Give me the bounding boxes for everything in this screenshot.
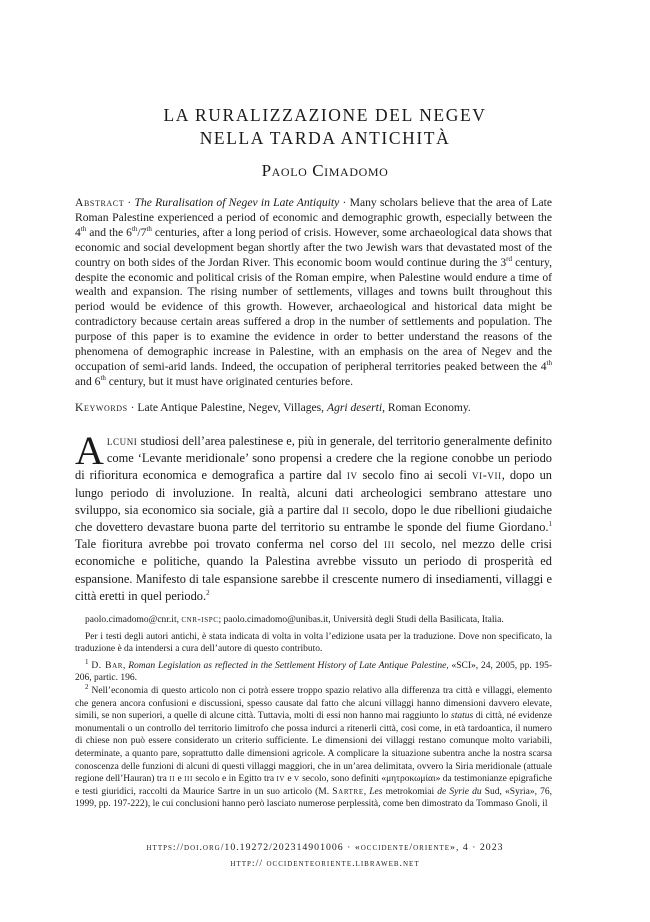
first-word: lcuni (106, 434, 138, 448)
body-text: secolo, dopo le due ribellioni giudaiche che dovettero devastare buona parte del territorio su entrambe le sponde del fiume Giordano. (75, 502, 552, 535)
editions-note: Per i testi degli autori antichi, è stata indicata di volta in volta l’edizione usata per la traduzione. Dove non specificato, la traduzione è da intendersi a cura dell’autore di questo contributo. (75, 631, 552, 655)
body-text: secolo fino ai secoli (357, 468, 472, 483)
footnote-author: Sartre (332, 786, 364, 797)
footnote-text: Sud, «Syria», 76, 1999, pp. 197-222), le cui conclusioni hanno però lasciato numerose perplessità, come ben dimostrato da Tommaso Gnoli, il (75, 786, 552, 810)
abstract-text: century, but it must have originated centuries before. (105, 374, 354, 388)
footnote-title: Roman Legislation as reflected in the Settlement History of Late Antique Palestine (128, 660, 447, 671)
abstract-label: Abstract (75, 196, 125, 209)
footnote-italic: de Syrie du (437, 786, 482, 797)
superscript: th (546, 359, 552, 368)
footnote-author: D. Bar (91, 660, 124, 671)
body-text: secolo, nel mezzo delle crisi economiche e politiche, quando la Palestina avrebbe vissuto un periodo di prosperità ed espansione. Manifesto di tale espansione sarebbe il crescente numero di insediamenti, villaggi e città eretti in quel periodo. (75, 537, 552, 603)
footnote-text: , «SCI», 24, 2005, pp. 195-206, partic. 196. (75, 660, 552, 684)
footnote-text: metrokomiai (382, 786, 438, 797)
abstract (75, 196, 552, 390)
footnote-text: secolo, sono definiti «μητροκωμίαι» da testimonianze epigrafiche e testi giuridici, raccolti da Maurice Sartre in un suo articolo (M. (75, 774, 552, 797)
footnote-text: e (285, 774, 295, 785)
footnote-1 (75, 657, 552, 685)
footnote-text: , (363, 786, 370, 797)
footnote-number: 2 (85, 682, 89, 691)
abstract-text: · Many scholars believe that the area of Late Roman Palestine experienced a period of economic and demographic growth, especially between the 4 (75, 196, 552, 239)
roman-numeral: v (294, 774, 300, 785)
body-text: Tale fioritura avrebbe poi trovato conferma nel corso del (75, 537, 384, 552)
superscript: th (131, 224, 138, 233)
article-title-line-2: NELLA TARDA ANTICHITÀ (199, 128, 451, 148)
footnotes (75, 614, 552, 811)
roman-numeral: iv (346, 468, 358, 483)
footnote-text: , (123, 660, 129, 671)
superscript: th (80, 224, 87, 233)
superscript: th (146, 224, 152, 233)
roman-numeral: vi-vii (472, 468, 502, 483)
abstract-text: and the 6 (86, 225, 132, 239)
body-text: , dopo un lungo periodo di involuzione. In realtà, alcuni dati archeologici sembrano attestare uno sviluppo, sia economico sia sociale, già a partire dal (75, 468, 552, 517)
article-title-line-1: LA RURALIZZAZIONE DEL NEGEV (163, 105, 487, 125)
footnote-ref: 2 (206, 588, 210, 597)
footnote-number: 1 (85, 657, 89, 666)
roman-numeral: iii (384, 537, 395, 552)
abstract-text: century, despite the economic and political crisis of the Roman empire, when Palestine would endure a time of wealth and expansion. The rising number of settlements, villages and towns built throughout this period would be evidence of this growth. However, archaeological and historical data might be contradictory because certain areas suffered a drop in the number of settlements and population. The purpose of this paper is to examine the evidence in order to better understand the reasons of the phenomena of demographic increase in Palestine, with an emphasis on the area of Negev and the occupation of semi-arid lands. Indeed, the occupation of peripheral territories peaked between the 4 (75, 255, 552, 373)
body-paragraph (75, 428, 552, 605)
abstract-text: centuries, after a long period of crisis. However, some archaeological data shows that economic and social development began shortly after the two Jewish wars that devastated most of the country on both sides of the Jordan River. This economic boom would continue during the 3 (75, 225, 552, 269)
keywords-text: · Late Antique Palestine, Negev, Villages, (127, 401, 327, 414)
author-contact (75, 614, 552, 627)
abstract-text: and 6 (75, 374, 101, 388)
contact-text: paolo.cimadomo@cnr.it, (85, 615, 182, 625)
contact-text: ; paolo.cimadomo@unibas.it, Università degli Studi della Basilicata, Italia. (218, 615, 504, 625)
doi-link[interactable]: https://doi.org/10.19272/202314901006 · «occidente/oriente», 4 · 2023 (146, 842, 504, 853)
abstract-english-title: The Ruralisation of Negev in Late Antiquity (134, 196, 340, 209)
copyright-suffix (575, 664, 650, 679)
footnote-text: Nell’economia di questo articolo non ci potrà essere troppo spazio relativo alla differenza tra città e villaggi, elemento che genera ancora confusioni e discussioni, spesso causate dal fatto che alcuni villaggi hanno dimensioni davvero elevate, simili, se non superiori, a quelle di alcune città. Tuttavia, molti di essi non hanno mai raggiunto lo (75, 685, 552, 722)
keywords-label: Keywords (75, 401, 128, 414)
contact-org: cnr-ispc (181, 615, 219, 625)
drop-cap: A (75, 428, 104, 473)
abstract-separator: · (124, 196, 135, 209)
footnote-italic: status (451, 711, 474, 722)
abstract-text: /7 (137, 225, 147, 239)
roman-numeral: ii (169, 774, 176, 785)
roman-numeral: iv (276, 774, 286, 785)
keywords-italic: Agri deserti (326, 401, 383, 414)
body-text: studiosi dell’area palestinese e, più in generale, del territorio generalmente definito come ‘Levante meridionale’ sono propensi a credere che la regione conobbe un periodo di rifioritura economica e demografica a partire dal (75, 434, 552, 483)
footnote-2 (75, 682, 552, 811)
footnote-text: di città, né evidenze monumentali o un controllo del territorio limitrofo che possa indurci a ritenerli città, così come, in età tardoantica, il numero di chiese non può essere considerato un criterio sufficiente. Le dimensioni dei villaggi restano comunque molto variabili, determinate, a quanto pare, soprattutto dalle dimensioni agricole. A complicare la situazione subentra anche la nostra scarsa conoscenza delle funzioni di alcuni di questi villaggi maggiori, che in un’area delimitata, ovvero la Siria meridionale (attuale regione dell’Hauran) tra (75, 711, 552, 785)
roman-numeral: iii (184, 774, 193, 785)
footnote-ref: 1 (548, 519, 552, 528)
copyright-notice (564, 208, 586, 682)
keywords (75, 400, 552, 415)
roman-numeral: ii (342, 502, 350, 517)
footnote-text: secolo e in Egitto tra (192, 774, 277, 785)
website-link[interactable]: http:// occidenteoriente.libraweb.net (230, 858, 420, 869)
keywords-text: , Roman Economy. (382, 401, 471, 414)
footnote-text: e (175, 774, 185, 785)
article-author: Paolo Cimadomo (261, 161, 389, 180)
footnote-italic: Les (369, 786, 383, 797)
superscript: rd (506, 254, 512, 263)
superscript: th (100, 374, 106, 383)
